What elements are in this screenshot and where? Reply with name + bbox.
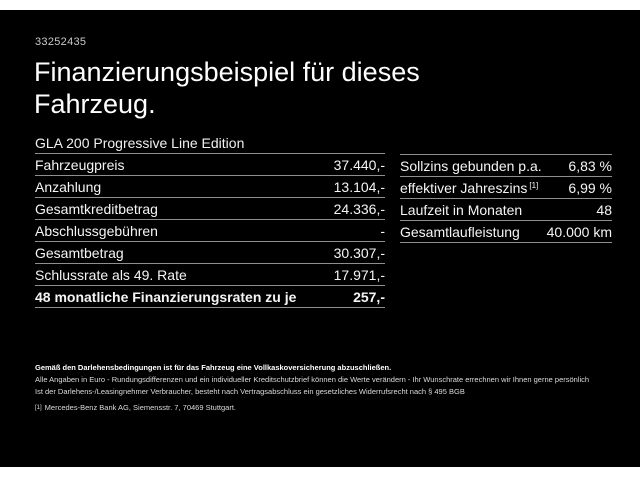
row-label: Schlussrate als 49. Rate [35, 266, 187, 283]
row-label: Gesamtlaufleistung [400, 223, 520, 240]
row-label [400, 180, 538, 196]
row-label: 48 monatliche Finanzierungsraten zu je [35, 288, 297, 305]
row-label: Gesamtkreditbetrag [35, 200, 158, 217]
row-label: Gesamtbetrag [35, 244, 124, 261]
page-title [34, 56, 420, 120]
conditions-row-laufzeit [400, 199, 612, 221]
financing-sheet [0, 10, 640, 467]
page-title-line1: Finanzierungsbeispiel für dieses [34, 57, 420, 87]
row-value: 40.000 km [546, 223, 612, 240]
row-value: 6,99 % [568, 179, 612, 196]
row-label: Fahrzeugpreis [35, 156, 125, 173]
row-label: Anzahlung [35, 178, 102, 195]
withdrawal-note: Ist der Darlehens-/Leasingnehmer Verbraucher, besteht nach Vertragsabschluss ein gesetzliches Widerrufsrecht nach § 495 BGB [35, 387, 465, 396]
row-value: 37.440,- [333, 156, 385, 173]
row-value: 6,83 % [568, 157, 612, 174]
row-label: Sollzins gebunden p.a. [400, 157, 542, 174]
row-value: 30.307,- [333, 244, 385, 261]
footnote-text: Mercedes-Benz Bank AG, Siemensstr. 7, 70469 Stuttgart. [44, 403, 237, 412]
conditions-table [400, 154, 612, 243]
conditions-row-sollzins [400, 155, 612, 177]
disclaimer-line: Alle Angaben in Euro - Rundungsdifferenzen und ein individueller Kreditschutzbrief können die Werte verändern - Ihr Wunschrate errechnen wir Ihnen gerne persönlich [35, 375, 590, 384]
finance-table [35, 134, 385, 308]
row-value: 24.336,- [333, 200, 385, 217]
legal-footer [35, 362, 620, 414]
conditions-row-gesamtlaufleistung [400, 221, 612, 243]
bank-footnote [35, 402, 620, 414]
finance-row-fahrzeugpreis [35, 154, 385, 176]
row-label-text: effektiver Jahreszins [400, 179, 528, 196]
offer-id: 33252435 [35, 36, 87, 48]
row-value: 48 [596, 201, 612, 218]
footnote-marker: [1] [35, 405, 42, 411]
row-value: - [380, 222, 385, 239]
row-value: 257,- [353, 288, 385, 305]
row-label: Laufzeit in Monaten [400, 201, 523, 218]
insurance-note: Gemäß den Darlehensbedingungen ist für das Fahrzeug eine Vollkaskoversicherung abzuschließen. [35, 363, 392, 372]
footnote-reference: [1] [529, 180, 539, 190]
finance-row-monatsrate [35, 286, 385, 308]
page-title-line2: Fahrzeug. [34, 89, 156, 119]
row-value: 17.971,- [333, 266, 385, 283]
finance-row-abschlussgebuehren [35, 220, 385, 242]
finance-row-schlussrate [35, 264, 385, 286]
row-label: Abschlussgebühren [35, 222, 158, 239]
finance-row-gesamtbetrag [35, 242, 385, 264]
row-value: 13.104,- [333, 178, 385, 195]
finance-row-anzahlung [35, 176, 385, 198]
vehicle-model-name: GLA 200 Progressive Line Edition [35, 134, 385, 154]
finance-row-gesamtkreditbetrag [35, 198, 385, 220]
conditions-row-effektiver-jahreszins [400, 177, 612, 199]
